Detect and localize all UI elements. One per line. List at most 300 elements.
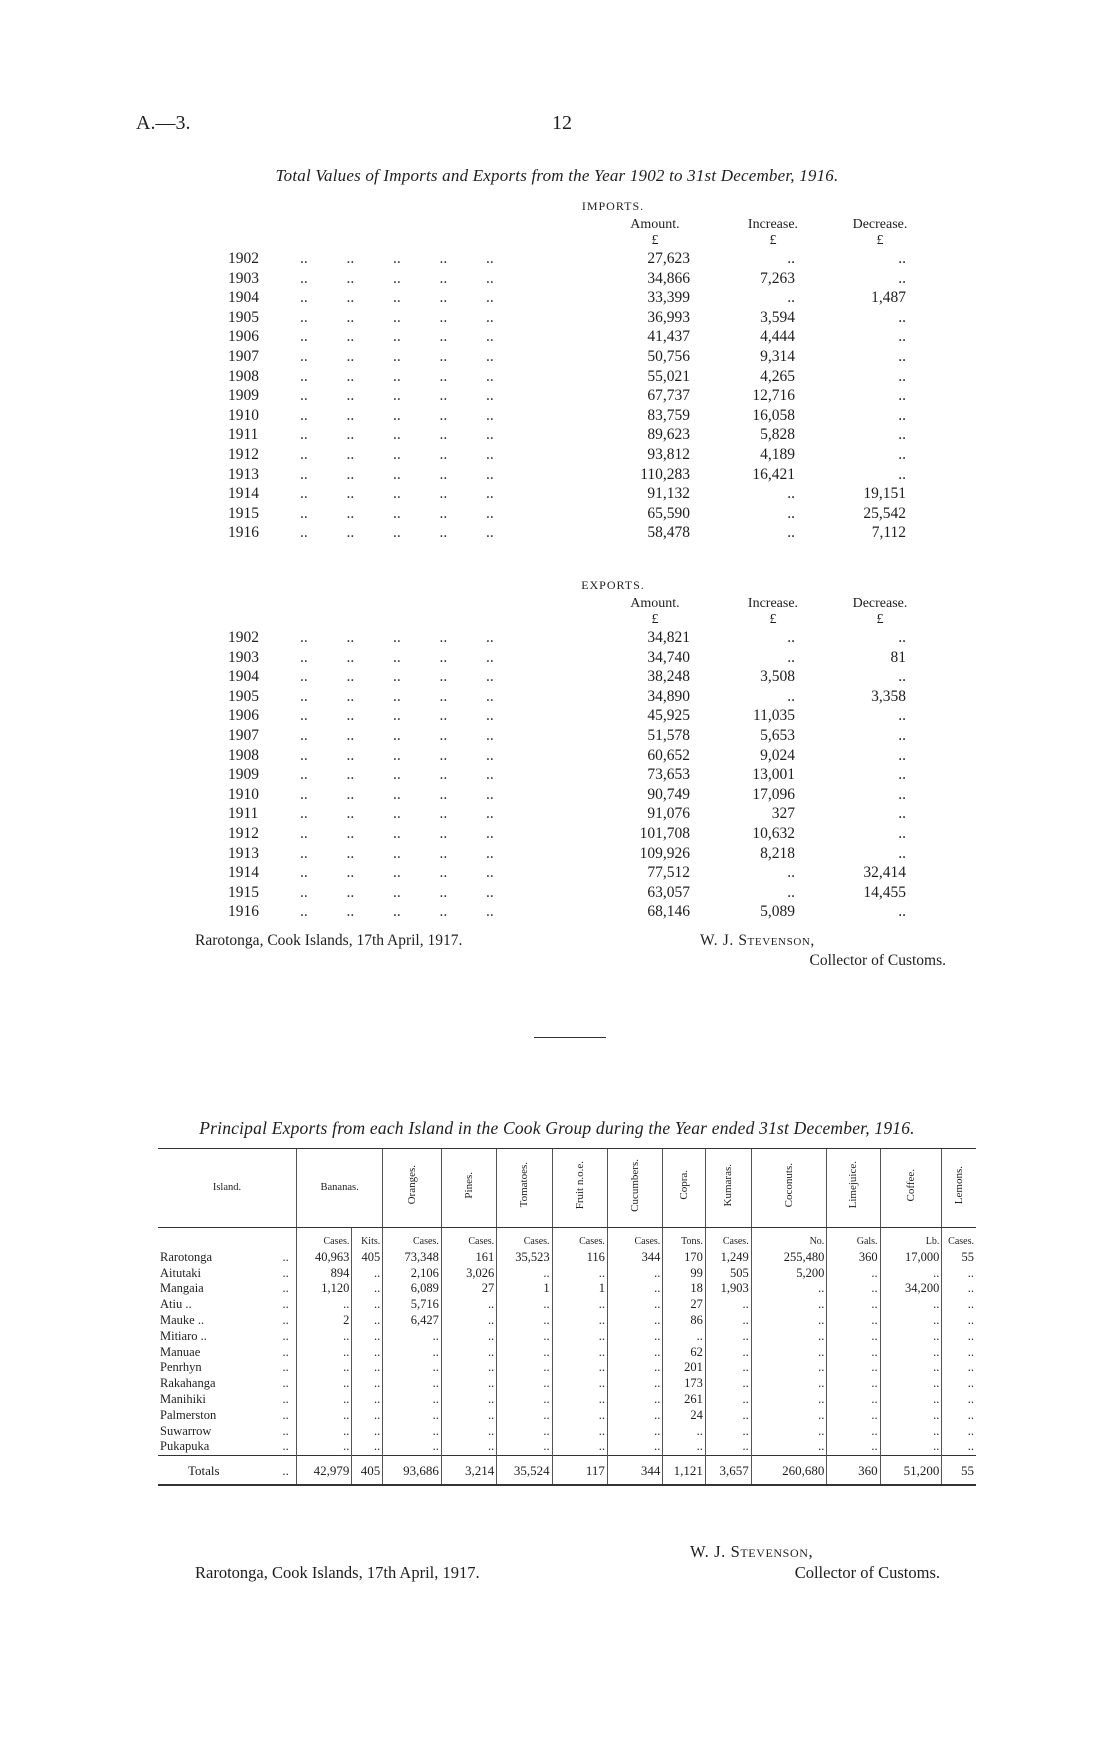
table-cell: .. [607,1313,662,1329]
table-cell: 17,000 [880,1250,942,1266]
totals-cell: 3,214 [441,1456,496,1486]
table-cell: .. [552,1392,607,1408]
exports-row [0,707,1114,727]
signoff-role: Collector of Customs. [809,952,946,969]
table-cell: .. [705,1360,751,1376]
table-cell: .. [942,1345,976,1361]
island-name: Atiu .. [160,1297,192,1312]
leader-dots: .. .. .. .. .. [300,367,494,385]
table-row [158,1392,976,1408]
table-cell: .. [383,1360,442,1376]
imports-year: 1912 [228,446,259,463]
signoff-place: Rarotonga, Cook Islands, 17th April, 1917. [195,932,463,949]
exports-row [0,649,1114,669]
leader-dots: .. [282,1360,289,1375]
table-cell: .. [705,1329,751,1345]
imports-increase-header [718,217,828,249]
table-cell: 5,716 [383,1297,442,1313]
exports-year: 1910 [228,785,259,803]
table-cell: .. [552,1408,607,1424]
table-cell: .. [352,1281,383,1297]
leader-dots: .. .. .. .. .. [300,883,494,901]
table-cell: .. [497,1439,552,1455]
table-cell: .. [751,1281,827,1297]
table-cell: .. [942,1281,976,1297]
table-cell: .. [827,1408,880,1424]
col-kumaras-label: Kumaras. [722,1163,735,1207]
table-cell: 6,427 [383,1313,442,1329]
imports-increase: .. [787,250,795,267]
col-pines-label: Pines. [463,1171,475,1199]
leader-dots: .. [282,1407,289,1422]
leader-dots: .. [282,1312,289,1327]
leader-dots: .. .. .. .. .. [300,406,494,424]
table-cell: .. [705,1439,751,1455]
island-name: Manuae [160,1344,201,1359]
table-cell: .. [827,1376,880,1392]
table-cell: .. [827,1329,880,1345]
exports-amount: 60,652 [647,746,690,764]
table-cell: .. [827,1313,880,1329]
table-cell: .. [751,1392,827,1408]
table-cell: 40,963 [296,1250,351,1266]
imports-row [0,328,1114,348]
imports-row [0,407,1114,427]
imports-row [0,348,1114,368]
leader-dots: .. .. .. .. .. [300,328,494,346]
totals-cell: 42,979 [296,1456,351,1486]
exports-decrease: .. [898,785,906,803]
exports-row [0,845,1114,865]
exports-decrease: .. [898,766,906,784]
document-reference: A.—3. [136,112,191,134]
table-row [158,1281,976,1297]
totals-label: Totals [158,1456,275,1486]
table-cell: .. [607,1439,662,1455]
imports-amount: 110,283 [640,465,690,483]
table-cell: .. [552,1424,607,1440]
table-row [158,1345,976,1361]
leader-dots: .. .. .. .. .. [300,269,494,287]
table-cell: .. [663,1424,706,1440]
table-cell: .. [441,1376,496,1392]
imports-year: 1908 [228,367,259,385]
exports-decrease: 14,455 [863,883,906,901]
col-fruit-label: Fruit n.o.e. [573,1160,586,1210]
imports-row [0,387,1114,407]
table-cell: .. [880,1392,942,1408]
exports-increase: 17,096 [752,785,795,803]
page-number: 12 [552,112,572,134]
exports-decrease-label: Decrease. [852,596,908,611]
imports-amount: 83,759 [647,406,690,424]
imports-amount: 93,812 [647,446,690,463]
table-cell: .. [827,1345,880,1361]
unit-label: Cases. [497,1228,552,1250]
leader-dots: .. .. .. .. .. [300,446,494,463]
imports-increase: 4,444 [760,328,795,346]
unit-label: Cases. [441,1228,496,1250]
table-cell: .. [880,1329,942,1345]
col-lemons-label: Lemons. [953,1165,966,1205]
exports-row [0,727,1114,747]
imports-decrease: .. [898,465,906,483]
table-cell: .. [880,1408,942,1424]
totals-cell: 3,657 [705,1456,751,1486]
exports-row [0,766,1114,786]
table-cell: 99 [663,1266,706,1282]
table-cell: .. [607,1329,662,1345]
table-cell: .. [352,1329,383,1345]
table-cell: 261 [663,1392,706,1408]
imports-year: 1902 [228,250,259,267]
imports-decrease: .. [898,328,906,346]
exports-row [0,629,1114,649]
imports-amount: 50,756 [647,348,690,365]
exports-row [0,825,1114,845]
exports-increase: .. [787,864,795,882]
table-cell: .. [441,1408,496,1424]
table-cell: .. [352,1392,383,1408]
exports-increase: 5,089 [760,903,795,921]
imports-amount: 34,866 [647,269,690,287]
table-cell: .. [942,1392,976,1408]
exports-increase: 8,218 [760,844,795,862]
imports-decrease: .. [898,308,906,326]
col-limejuice-label: Limejuice. [847,1161,860,1209]
exports-amount: 68,146 [647,903,690,921]
leader-dots: .. .. .. .. .. [300,687,494,705]
imports-increase: .. [787,524,795,542]
table-cell: .. [497,1313,552,1329]
exports-decrease: .. [898,825,906,842]
island-name: Aitutaki [160,1265,201,1280]
table-cell: .. [441,1360,496,1376]
imports-row [0,368,1114,388]
table-cell: .. [751,1329,827,1345]
imports-row [0,466,1114,486]
leader-dots: .. .. .. .. .. [300,825,494,842]
table-cell: .. [705,1345,751,1361]
imports-increase: .. [787,289,795,307]
imports-year: 1906 [228,328,259,346]
imports-amount: 58,478 [647,524,690,542]
unit-label: Cases. [383,1228,442,1250]
imports-increase: .. [787,504,795,522]
totals-cell: 35,524 [497,1456,552,1486]
table-cell: 505 [705,1266,751,1282]
exports-year: 1903 [228,648,259,666]
exports-decrease: .. [898,727,906,744]
table-cell: .. [942,1439,976,1455]
imports-amount-header [600,217,710,249]
island-name: Mauke .. [160,1312,205,1327]
table-cell: 201 [663,1360,706,1376]
island-name: Rarotonga [160,1249,213,1264]
leader-dots: .. [282,1344,289,1359]
exports-amount: 34,821 [647,629,690,646]
exports-year: 1907 [228,727,259,744]
exports-amount-label: Amount. [630,596,680,611]
table-cell: .. [296,1424,351,1440]
table-cell: .. [751,1297,827,1313]
exports-amount: 109,926 [639,844,690,862]
table-cell: .. [751,1408,827,1424]
imports-decrease: .. [898,406,906,424]
leader-dots: .. .. .. .. .. [300,289,494,307]
table-cell: .. [441,1297,496,1313]
table-cell: .. [607,1376,662,1392]
totals-cell: 344 [607,1456,662,1486]
exports-label: EXPORTS. [581,578,645,592]
table-cell: .. [352,1408,383,1424]
units-dots-blank [275,1228,296,1250]
exports-increase-unit: £ [769,612,777,627]
exports-year: 1916 [228,903,259,921]
table-cell: .. [497,1376,552,1392]
imports-row [0,505,1114,525]
table-cell: .. [751,1376,827,1392]
island-name: Pukapuka [160,1439,210,1454]
table-cell: .. [827,1266,880,1282]
exports-year: 1913 [228,844,259,862]
table-cell: 116 [552,1250,607,1266]
table-cell: .. [705,1376,751,1392]
table-cell: 35,523 [497,1250,552,1266]
exports-row [0,805,1114,825]
imports-decrease: 25,542 [863,504,906,522]
col-island: Island. [158,1149,296,1228]
imports-increase: 4,189 [760,446,795,463]
table-cell: .. [383,1345,442,1361]
table-cell: .. [942,1424,976,1440]
imports-decrease: 1,487 [871,289,906,307]
leader-dots: .. [282,1376,289,1391]
exports-amount-unit: £ [651,612,659,627]
exports-year: 1904 [228,668,259,686]
exports-row [0,786,1114,806]
exports-decrease: 81 [890,648,906,666]
imports-amount: 89,623 [647,426,690,444]
table-cell: 18 [663,1281,706,1297]
exports-decrease: .. [898,629,906,646]
table-cell: .. [607,1345,662,1361]
exports-amount: 45,925 [647,707,690,725]
table-cell: .. [751,1360,827,1376]
table-cell: .. [352,1313,383,1329]
table-cell: .. [942,1360,976,1376]
totals-cell: 117 [552,1456,607,1486]
table-cell: .. [296,1439,351,1455]
table-cell: 173 [663,1376,706,1392]
imports-amount-label: Amount. [630,217,680,232]
col-kumaras [705,1149,751,1228]
table-cell: .. [942,1329,976,1345]
table-cell: .. [751,1424,827,1440]
table-cell: .. [552,1360,607,1376]
totals-cell: 405 [352,1456,383,1486]
exports-increase: 3,508 [760,668,795,686]
imports-row [0,524,1114,544]
table-cell: .. [296,1297,351,1313]
table-cell: .. [383,1424,442,1440]
table-cell: .. [607,1424,662,1440]
table-cell: .. [663,1329,706,1345]
imports-decrease-label: Decrease. [852,217,908,232]
imports-year: 1916 [228,524,259,542]
unit-label: Gals. [827,1228,880,1250]
table-cell: .. [352,1439,383,1455]
island-name: Suwarrow [160,1423,212,1438]
table-cell: .. [497,1424,552,1440]
imports-row [0,426,1114,446]
table-cell: .. [497,1345,552,1361]
exports-year: 1902 [228,629,259,646]
col-oranges [383,1149,442,1228]
imports-year: 1905 [228,308,259,326]
table-cell: .. [827,1424,880,1440]
table-cell: 170 [663,1250,706,1266]
imports-amount: 67,737 [647,387,690,405]
table-cell: 1,120 [296,1281,351,1297]
exports-row [0,688,1114,708]
signoff2-place: Rarotonga, Cook Islands, 17th April, 1917. [195,1563,480,1582]
imports-decrease: 19,151 [863,485,906,503]
exports-increase: 13,001 [752,766,795,784]
exports-year: 1905 [228,687,259,705]
exports-row [0,864,1114,884]
table-cell: 2,106 [383,1266,442,1282]
leader-dots: .. .. .. .. .. [300,648,494,666]
table-cell: .. [296,1329,351,1345]
col-coffee [880,1149,942,1228]
exports-amount: 101,708 [639,825,690,842]
col-coffee-label: Coffee. [904,1168,917,1202]
table-cell: 405 [352,1250,383,1266]
imports-decrease: .. [898,426,906,444]
table-cell: 255,480 [751,1250,827,1266]
leader-dots: .. .. .. .. .. [300,785,494,803]
table-cell: 360 [827,1250,880,1266]
exports-year: 1912 [228,825,259,842]
signoff2-name [690,1542,890,1562]
imports-row [0,270,1114,290]
imports-increase-unit: £ [769,233,777,248]
imports-year: 1907 [228,348,259,365]
totals-cell: 360 [827,1456,880,1486]
table-cell: .. [441,1439,496,1455]
exports-year: 1911 [228,805,259,823]
imports-year: 1903 [228,269,259,287]
exports-amount: 63,057 [647,883,690,901]
island-name: Rakahanga [160,1376,216,1391]
leader-dots: .. .. .. .. .. [300,864,494,882]
table-cell: .. [552,1439,607,1455]
section-divider [534,1037,606,1038]
imports-amount-unit: £ [651,233,659,248]
table-cell: .. [352,1424,383,1440]
table-cell: .. [296,1360,351,1376]
table-row [158,1266,976,1282]
table-cell: .. [352,1297,383,1313]
table-cell: .. [352,1360,383,1376]
island-name: Mitiaro .. [160,1328,207,1343]
exports-decrease: .. [898,844,906,862]
imports-increase: 9,314 [760,348,795,365]
leader-dots: .. .. .. .. .. [300,524,494,542]
imports-increase: 7,263 [760,269,795,287]
table-cell: .. [383,1392,442,1408]
signoff2-role: Collector of Customs. [794,1563,940,1582]
leader-dots: .. .. .. .. .. [300,465,494,483]
exports-decrease-header [825,596,935,628]
table-cell: .. [441,1424,496,1440]
leader-dots: .. .. .. .. .. [300,746,494,764]
exports-decrease: 3,358 [871,687,906,705]
exports-amount: 91,076 [647,805,690,823]
exports-increase: 11,035 [752,707,795,725]
island-name: Mangaia [160,1281,204,1296]
exports-decrease: .. [898,903,906,921]
imports-year: 1909 [228,387,259,405]
exports-amount: 34,740 [647,648,690,666]
table-row [158,1360,976,1376]
table-row [158,1297,976,1313]
totals-row [158,1456,976,1486]
imports-year: 1910 [228,406,259,424]
table-cell: .. [880,1439,942,1455]
island-name: Penrhyn [160,1360,202,1375]
table-cell: .. [352,1376,383,1392]
table-cell: 27 [663,1297,706,1313]
imports-row [0,289,1114,309]
leader-dots: .. .. .. .. .. [300,707,494,725]
table-cell: 894 [296,1266,351,1282]
units-row [158,1228,976,1250]
table-cell: 86 [663,1313,706,1329]
col-copra-label: Copra. [678,1170,691,1200]
imports-year: 1904 [228,289,259,307]
table-cell: .. [383,1329,442,1345]
leader-dots: .. .. .. .. .. [300,348,494,365]
table-cell: 1 [497,1281,552,1297]
exports-decrease: .. [898,668,906,686]
exports-increase-label: Increase. [747,596,799,611]
unit-label: Lb. [880,1228,942,1250]
exports-increase: .. [787,883,795,901]
totals-cell: 55 [942,1456,976,1486]
table-cell: .. [827,1281,880,1297]
table-cell: 161 [441,1250,496,1266]
table-cell: .. [296,1392,351,1408]
table-cell: 73,348 [383,1250,442,1266]
leader-dots: .. .. .. .. .. [300,668,494,686]
table-cell: 1 [552,1281,607,1297]
imports-row [0,446,1114,466]
imports-increase: .. [787,485,795,503]
table-cell: .. [497,1392,552,1408]
exports-increase: 9,024 [760,746,795,764]
leader-dots: .. .. .. .. .. [300,805,494,823]
table-cell: 2 [296,1313,351,1329]
table-cell: .. [607,1297,662,1313]
signoff2-name-text: W. J. Stevenson, [690,1542,814,1561]
leader-dots: .. .. .. .. .. [300,387,494,405]
imports-amount: 65,590 [647,504,690,522]
exports-decrease-unit: £ [876,612,884,627]
table-cell: .. [441,1392,496,1408]
imports-decrease-header [825,217,935,249]
